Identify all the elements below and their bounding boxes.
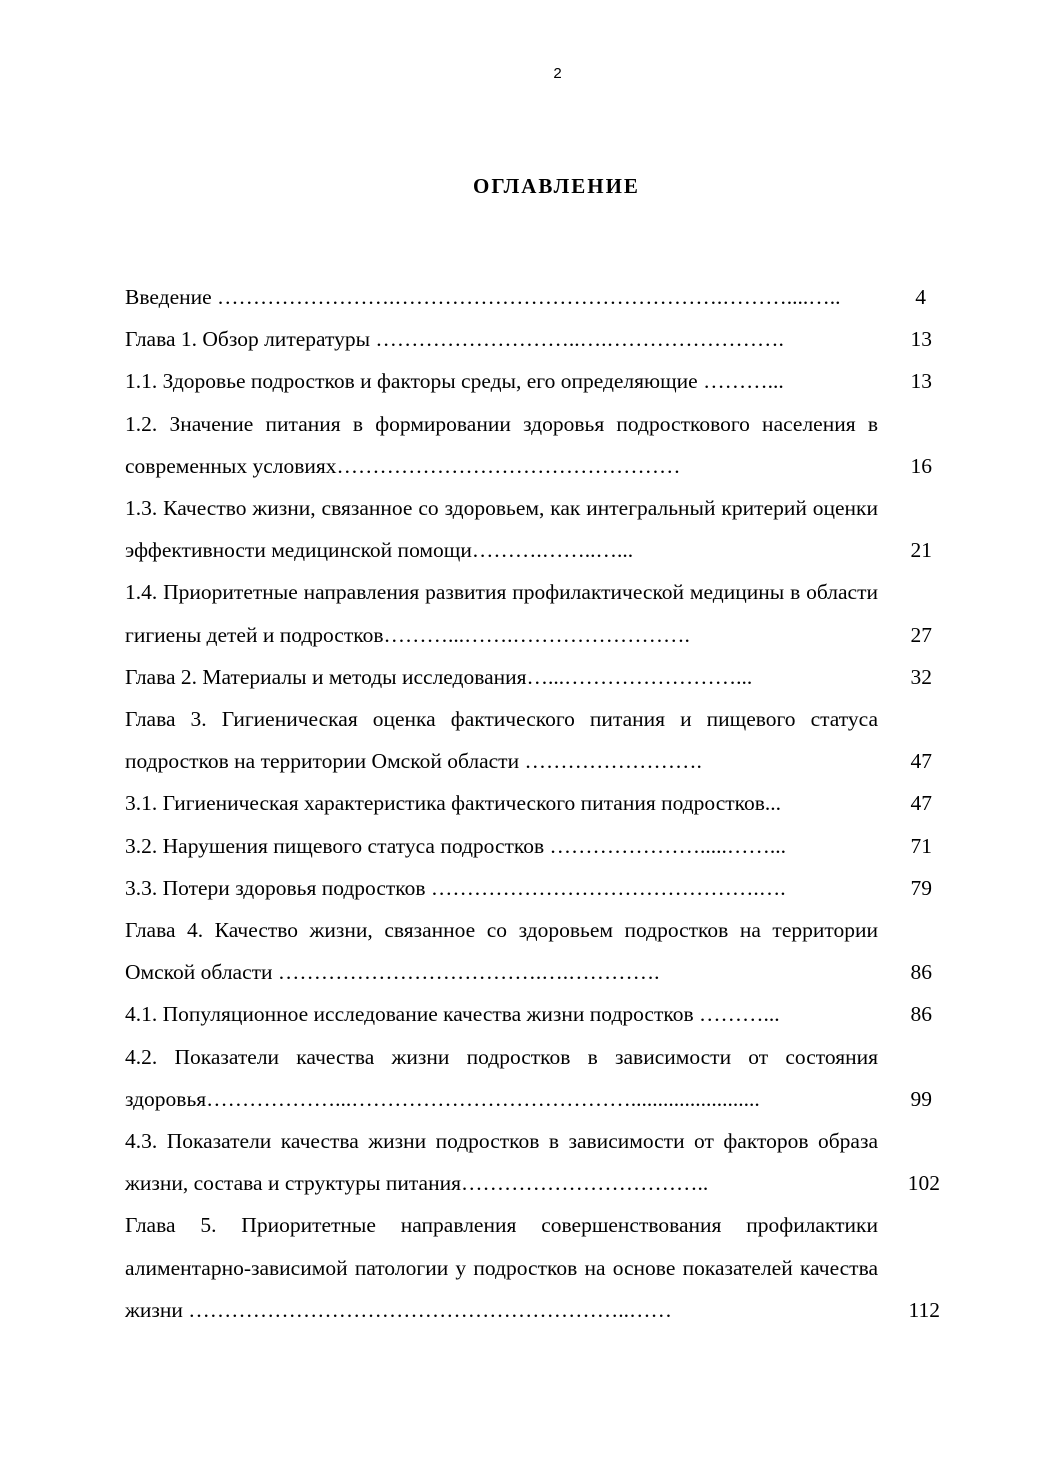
toc-entry-text: Глава 4. Качество жизни, связанное со здоровьем подростков на территории Омской области ……………………………….….…………. [125,918,878,985]
toc-entry-text: Глава 2. Материалы и методы исследования…...……………………... [125,664,753,689]
toc-entry-text: 4.3. Показатели качества жизни подростков в зависимости от факторов образа жизни, состава и структуры питания…………………………….. [125,1129,878,1196]
toc-entry [125,656,940,698]
toc-entry-text: Глава 1. Обзор литературы ………………………..….……………………. [125,327,784,352]
toc-entry-page: 86 [910,1002,932,1027]
toc-entry-text: 1.2. Значение питания в формировании здоровья подросткового населения в современных условиях………………………………………… [125,411,878,478]
toc-entry-text: 1.4. Приоритетные направления развития профилактической медицины в области гигиены детей и подростков………...…….……………………. [125,580,878,647]
toc-entry [125,698,940,782]
toc-entry [125,825,940,867]
toc-entry-page: 27 [910,622,932,647]
toc-entry-page: 4 [915,285,926,309]
toc-entry-page: 47 [910,791,932,816]
toc-entry-text: 4.2. Показатели качества жизни подростков в зависимости от состояния здоровья………………...…………………………………........................ [125,1044,878,1111]
toc-entry-page: 13 [910,327,932,352]
toc-entry [125,360,940,402]
toc-entry-page: 13 [910,369,932,394]
toc-entry-text: 1.1. Здоровье подростков и факторы среды, его определяющие ………... [125,369,784,394]
toc-entry-page: 47 [910,749,932,774]
toc-entry-page: 32 [910,664,932,689]
toc-entry-page: 16 [910,453,932,478]
table-of-contents [125,276,940,1331]
toc-entry-text: Глава 3. Гигиеническая оценка фактического питания и пищевого статуса подростков на территории Омской области ……………………. [125,707,878,774]
toc-entry-page: 102 [907,1171,940,1196]
page-number: 2 [553,65,562,82]
toc-entry-text: 4.1. Популяционное исследование качества жизни подростков ………... [125,1002,780,1027]
toc-entry [125,1120,940,1204]
toc-entry [125,1204,940,1331]
toc-entry [125,782,940,824]
toc-entry-text: Глава 5. Приоритетные направления совершенствования профилактики алиментарно-зависимой патологии у подростков на основе показателей качества жизни ……………………………………………………..…… [125,1213,878,1322]
toc-entry [125,403,940,487]
toc-entry [125,318,940,360]
toc-entry [125,487,940,571]
toc-entry-page: 21 [910,538,932,563]
toc-entry-text: 1.3. Качество жизни, связанное со здоровьем, как интегральный критерий оценки эффективности медицинской помощи……….……..…... [125,496,878,563]
toc-entry-page: 112 [908,1297,940,1322]
toc-entry [125,1036,940,1120]
toc-entry-text: 3.1. Гигиеническая характеристика фактического питания подростков... [125,791,782,816]
toc-entry-page: 79 [910,875,932,900]
toc-entry-text: Введение …………………….……………………………………….………....….. [125,285,841,309]
toc-entry [125,993,940,1035]
toc-entry-page: 71 [910,833,932,858]
toc-entry-page: 99 [910,1086,932,1111]
toc-entry-text: 3.3. Потери здоровья подростков ……………………………………….…. [125,875,786,900]
toc-entry [125,571,940,655]
page-title: ОГЛАВЛЕНИЕ [473,174,640,198]
toc-entry-page: 86 [910,960,932,985]
toc-entry [125,867,940,909]
toc-entry-text: 3.2. Нарушения пищевого статуса подростков ………………….....……... [125,833,787,858]
toc-entry [125,909,940,993]
toc-entry [125,276,940,318]
